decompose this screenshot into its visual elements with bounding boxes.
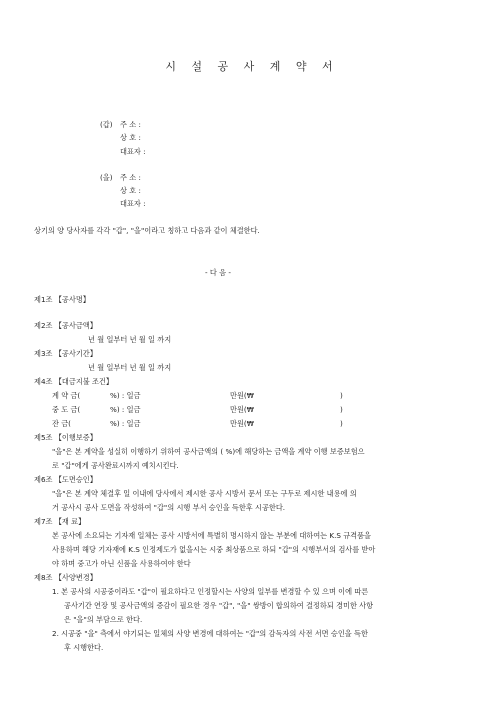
party-a-label: (갑) — [100, 120, 113, 129]
article-8-item-1-line-2: 공사기간 연장 및 공사금액의 증감이 필요한 경우 "갑", "을" 쌍방이 합의하여 결정하되 경미한 사항 — [64, 601, 374, 610]
payment-label: 중 도 금( — [52, 405, 81, 414]
payment-label: 계 약 금( — [52, 391, 81, 400]
intro-text: 상기의 양 당사자를 각각 "갑", "을"이라고 칭하고 다음과 같이 체결한다. — [34, 226, 260, 235]
payment-label: 잔 금( — [52, 419, 71, 428]
payment-won: 만원(₩ — [230, 391, 254, 400]
article-7-line-3: 야 하며 중고가 아닌 신품을 사용하여야 한다 — [52, 559, 191, 568]
article-3-heading: 제3조 【공사기간】 — [34, 349, 97, 358]
payment-percent: %) : 일금 — [110, 419, 141, 428]
article-7-heading: 제7조 【재 료】 — [34, 517, 86, 526]
section-heading: - 다 음 - — [205, 268, 231, 277]
party-b-address-label: 주 소 : — [120, 173, 141, 182]
article-8-item-2-line-1: 2. 시공중 "을" 측에서 야기되는 일체의 사양 변경에 대하여는 "갑"의 감독자의 사전 서면 승인을 득한 — [52, 629, 368, 638]
article-6-heading: 제6조 【도면승인】 — [34, 475, 97, 484]
payment-won: 만원(₩ — [230, 419, 254, 428]
article-6-line-2: 거 공사시 공사 도면을 작성하여 "갑"의 시행 부서 승인을 득한후 시공한다. — [52, 503, 286, 512]
payment-close: ) — [340, 405, 343, 414]
article-5-line-2: 로 "갑"에게 공사완료시까지 예치시킨다. — [52, 461, 179, 470]
article-8-heading: 제8조 【사양변경】 — [34, 573, 97, 582]
article-8-item-1-line-1: 1. 본 공사의 시공중이라도 "갑"이 필요하다고 인정할시는 사양의 일부를 변경할 수 있 으며 이에 따른 — [52, 587, 369, 596]
article-2-heading: 제2조 【공사금액】 — [34, 321, 97, 330]
article-8-item-2-line-2: 후 시행한다. — [64, 643, 104, 652]
payment-percent: %) : 일금 — [110, 391, 141, 400]
article-5-line-1: "을"은 본 계약을 성실히 이행하기 위하여 공사금액의 ( %)에 해당하는 금액을 계약 이행 보증보험으 — [52, 447, 365, 456]
article-7-line-1: 본 공사에 소요되는 기자재 일체는 공사 시방서에 특별히 명시하지 않는 부분에 대하여는 K.S 규격품을 — [52, 531, 371, 540]
article-5-heading: 제5조 【이행보증】 — [34, 433, 97, 442]
party-b-company-label: 상 호 : — [120, 186, 141, 195]
article-1-heading: 제1조 【공사명】 — [34, 295, 90, 304]
article-4-heading: 제4조 【대금지불 조건】 — [34, 377, 114, 386]
party-b-label: (을) — [100, 173, 113, 182]
document-title: 시 설 공 사 계 약 서 — [165, 60, 339, 73]
party-b-rep-label: 대표자 : — [120, 199, 146, 208]
party-a-rep-label: 대표자 : — [120, 147, 146, 156]
article-8-item-1-line-3: 은 "을"의 부담으로 한다. — [64, 615, 143, 624]
article-7-line-2: 사용하며 해당 기자재에 K.S 인정제도가 없을시는 시중 최상품으로 하되 "갑"의 시행부서의 검사를 받아 — [52, 545, 376, 554]
article-3-period: 년 월 일부터 년 월 일 까지 — [88, 363, 172, 372]
payment-close: ) — [340, 419, 343, 428]
article-2-period: 년 월 일부터 년 월 일 까지 — [88, 335, 172, 344]
party-a-company-label: 상 호 : — [120, 133, 141, 142]
article-6-line-1: "을"은 본 계약 체결후 일 이내에 당사에서 제시한 공사 시방서 문서 또는 구두로 제시한 내용에 의 — [52, 489, 357, 498]
payment-percent: %) : 일금 — [110, 405, 141, 414]
party-a-address-label: 주 소 : — [120, 120, 141, 129]
payment-won: 만원(₩ — [230, 405, 254, 414]
payment-close: ) — [340, 391, 343, 400]
